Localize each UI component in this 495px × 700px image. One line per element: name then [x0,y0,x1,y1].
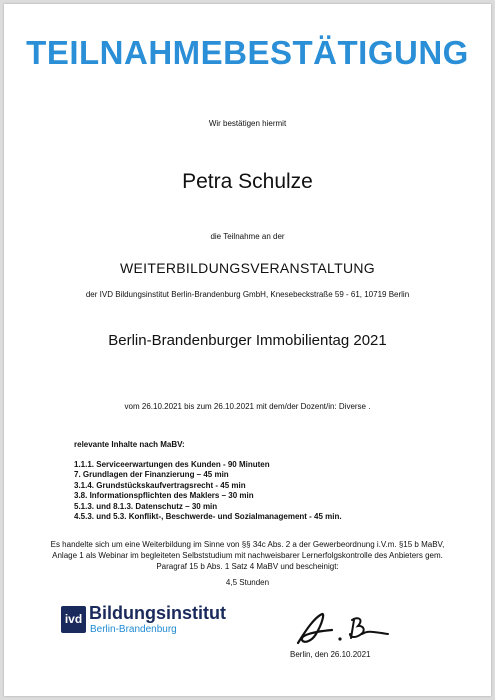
content-list [74,460,342,523]
content-item: 4.5.3. und 5.3. Konflikt-, Beschwerde- und Sozialmanagement - 45 min. [74,512,342,521]
organizer-line: der IVD Bildungsinstitut Berlin-Brandenburg GmbH, Knesebeckstraße 59 - 61, 10719 Berlin [85,290,410,299]
ivd-logo [61,603,226,639]
logo-mark: ivd [61,606,86,633]
notice-line: Paragraf 15 b Abs. 1 Satz 4 MaBV und bescheinigt: [156,562,339,571]
notice-line: Es handelte sich um eine Weiterbildung im Sinne von §§ 34c Abs. 2 a der Gewerbeordnung i.V.m. §15 b MaBV, [50,540,445,549]
intro-text: Wir bestätigen hiermit [208,119,287,128]
content-item: 3.8. Informationspflichten des Maklers – 30 min [74,491,254,500]
content-item: 7. Grundlagen der Finanzierung – 45 min [74,470,229,479]
hours-total: 4,5 Stunden [225,578,270,587]
participation-text: die Teilnahme an der [210,232,285,241]
event-name: Berlin-Brandenburger Immobilientag 2021 [108,332,387,349]
signature-image [292,610,392,648]
event-dates: vom 26.10.2021 bis zum 26.10.2021 mit dem/der Dozent/in: Diverse . [124,402,371,411]
content-item: 1.1.1. Serviceerwartungen des Kunden - 90 Minuten [74,459,270,469]
content-item: 5.1.3. und 8.1.3. Datenschutz – 30 min [74,501,218,511]
legal-notice [28,539,467,572]
logo-region: Berlin-Brandenburg [90,624,177,635]
event-type: WEITERBILDUNGSVERANSTALTUNG [120,260,375,276]
content-item: 3.1.4. Grundstückskaufvertragsrecht - 45 min [74,480,246,490]
certificate-page [4,4,491,696]
content-section [74,440,342,523]
content-heading: relevante Inhalte nach MaBV: [74,440,185,449]
notice-line: Anlage 1 als Webinar im begleiteten Selbststudium mit nachweisbarer Lernerfolgskontrolle des Anbieters gem. [52,551,443,560]
logo-name: Bildungsinstitut [89,603,226,623]
place-date: Berlin, den 26.10.2021 [290,650,371,659]
participant-name: Petra Schulze [182,170,313,193]
certificate-title: TEILNAHMEBESTÄTIGUNG [26,34,469,71]
